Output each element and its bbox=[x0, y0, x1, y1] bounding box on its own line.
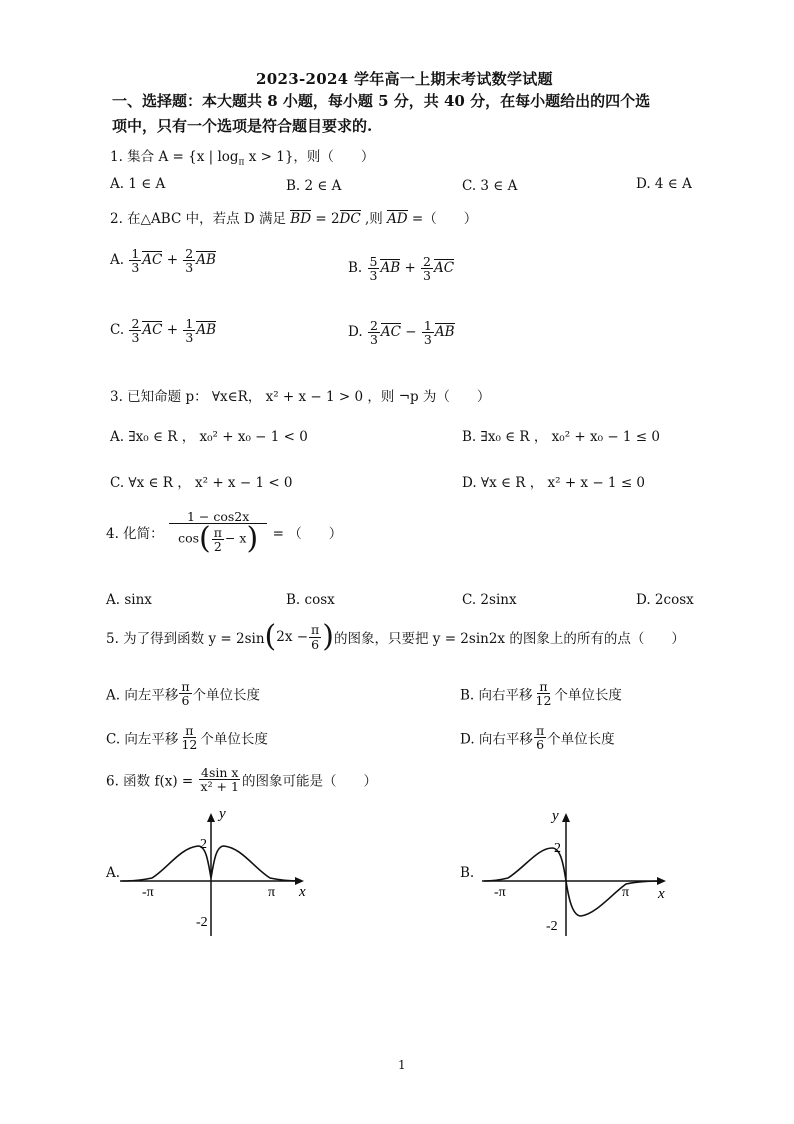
q6-denominator: x² + 1 bbox=[200, 779, 239, 795]
question-3-stem: 3. 已知命题 p： ∀x∈R， x² + x − 1 > 0 ，则 ¬p 为（ ） bbox=[110, 389, 491, 405]
q6-frac bbox=[199, 766, 241, 793]
q2-option-b bbox=[348, 255, 454, 282]
q2-option-d bbox=[348, 319, 455, 346]
graph-b-curve bbox=[484, 848, 662, 916]
question-6-stem bbox=[106, 766, 377, 793]
q2b-label: B. bbox=[348, 260, 363, 277]
q5-stem-pre: 5. 为了得到函数 y = 2sin bbox=[106, 631, 265, 647]
q2b-vec1: AB bbox=[380, 260, 401, 277]
graph-b-xmax-label: π bbox=[622, 885, 630, 900]
graph-a-y-label: y bbox=[219, 806, 226, 822]
q4-den-cos: cos bbox=[178, 530, 200, 546]
q2-tail: =（ ） bbox=[407, 211, 478, 227]
graph-b bbox=[480, 806, 680, 941]
vector-dc: DC bbox=[339, 211, 361, 227]
graph-a-xmax-label: π bbox=[268, 885, 276, 900]
q2c-frac1: $\frac{2}{3}$ bbox=[131, 316, 140, 346]
q2d-frac2: $\frac{1}{3}$ bbox=[423, 318, 432, 348]
q6-stem-post: 的图象可能是（ ） bbox=[241, 773, 377, 790]
question-5-stem: 5. 为了得到函数 y = 2sin(2x − $\frac{\pi}{6}$ )的图象，只要把 y = 2sin2x 的图象上的所有的点（ ） bbox=[106, 619, 685, 654]
q4-denominator: cos( $\frac{\pi}{2}$ − x) bbox=[178, 521, 259, 557]
q4-tail: = （ ） bbox=[272, 526, 343, 543]
question-2-stem bbox=[110, 207, 477, 227]
q2a-frac1: $\frac{1}{3}$ bbox=[131, 246, 140, 276]
q2d-vec2: AB bbox=[434, 324, 455, 341]
q6-numerator: 4sin x bbox=[201, 765, 239, 780]
q1-option-d: D. 4 ∈ A bbox=[636, 176, 692, 192]
section-header-line1: 一、选择题：本大题共 8 小题，每小题 5 分，共 40 分，在每小题给出的四个选 bbox=[112, 92, 651, 110]
q2-then: ,则 bbox=[360, 211, 388, 227]
q2d-frac1: $\frac{2}{3}$ bbox=[369, 318, 378, 348]
q4-option-d: D. 2cosx bbox=[636, 592, 694, 608]
q2d-op: − bbox=[405, 324, 417, 341]
q2-option-a bbox=[110, 247, 216, 274]
graph-b-y-label: y bbox=[552, 808, 559, 824]
q2c-vec1: AC bbox=[142, 322, 163, 339]
q3-option-c: C. ∀x ∈ R ， x² + x − 1 < 0 bbox=[110, 475, 293, 491]
graph-a-label: A. bbox=[106, 865, 121, 881]
q5-stem-post: 的图象，只要把 y = 2sin2x 的图象上的所有的点（ ） bbox=[333, 631, 685, 647]
vector-ad: AD bbox=[387, 211, 408, 227]
q2d-label: D. bbox=[348, 324, 363, 341]
q1-option-c: C. 3 ∈ A bbox=[462, 178, 518, 194]
graph-a-x-label: x bbox=[299, 884, 306, 900]
q4-fraction bbox=[169, 509, 267, 557]
question-4-stem bbox=[106, 509, 343, 557]
q1-option-a: A. 1 ∈ A bbox=[110, 176, 166, 192]
q2c-label: C. bbox=[110, 322, 125, 339]
q5-inner: 2x − bbox=[276, 629, 309, 645]
graph-b-xmin-label: -π bbox=[494, 885, 506, 900]
question-1-stem bbox=[110, 145, 374, 168]
q2c-frac2: $\frac{1}{3}$ bbox=[185, 316, 194, 346]
q2-stem-pre: 2. 在△ABC 中，若点 D 满足 bbox=[110, 211, 291, 227]
q2a-op: + bbox=[166, 252, 178, 269]
graph-a-ymax-label: 2 bbox=[200, 837, 207, 852]
graph-a-ymin-label: -2 bbox=[196, 915, 208, 930]
q2a-frac2: $\frac{2}{3}$ bbox=[185, 246, 194, 276]
q4-numerator: 1 − cos2x bbox=[169, 510, 267, 524]
q2b-frac1: $\frac{5}{3}$ bbox=[369, 254, 378, 284]
q3-option-b: B. ∃x₀ ∈ R ， x₀² + x₀ − 1 ≤ 0 bbox=[462, 429, 660, 445]
graph-a-xmin-label: -π bbox=[142, 885, 154, 900]
q2a-vec2: AB bbox=[196, 252, 216, 269]
graph-b-ymin-label: -2 bbox=[546, 919, 558, 934]
q2d-vec1: AC bbox=[380, 324, 401, 341]
page-number: 1 bbox=[398, 1058, 406, 1072]
q3-option-a: A. ∃x₀ ∈ R ， x₀² + x₀ − 1 < 0 bbox=[110, 429, 308, 445]
q1-stem-pre: 1. 集合 A = {x | log bbox=[110, 149, 239, 165]
page-title: 2023-2024 学年高一上期末考试数学试题 bbox=[256, 70, 553, 88]
q5-frac: $\frac{\pi}{6}$ bbox=[311, 622, 320, 652]
q5-option-b: B. 向右平移 $\frac{\pi}{12}$ 个单位长度 bbox=[460, 679, 622, 709]
q2-option-c bbox=[110, 317, 216, 344]
q6-stem-pre: 6. 函数 f(x) = bbox=[106, 773, 194, 790]
q2c-vec2: AB bbox=[196, 322, 217, 339]
graph-b-x-label: x bbox=[658, 886, 665, 902]
graph-a-y-arrow bbox=[207, 813, 215, 822]
q4-option-b: B. cosx bbox=[286, 592, 335, 608]
q2a-vec1: AC bbox=[142, 252, 163, 269]
q2b-vec2: AC bbox=[434, 260, 455, 277]
graph-b-label: B. bbox=[460, 865, 475, 881]
q1-stem-post: x > 1}，则（ ） bbox=[244, 149, 375, 165]
q1-log-base: π bbox=[238, 157, 245, 168]
q5-option-d: D. 向右平移 $\frac{\pi}{6}$ 个单位长度 bbox=[460, 723, 615, 753]
q3-option-d: D. ∀x ∈ R ， x² + x − 1 ≤ 0 bbox=[462, 475, 646, 491]
q2c-op: + bbox=[166, 322, 179, 339]
section-header-line2: 项中，只有一个选项是符合题目要求的. bbox=[112, 117, 373, 135]
graph-b-y-arrow bbox=[562, 813, 570, 822]
q2b-frac2: $\frac{2}{3}$ bbox=[423, 254, 431, 284]
q4-label: 4. 化简： bbox=[106, 526, 164, 543]
q4-den-tail: − x bbox=[224, 530, 247, 546]
q1-option-b: B. 2 ∈ A bbox=[286, 178, 342, 194]
q4-option-a: A. sinx bbox=[106, 592, 152, 608]
vector-bd: BD bbox=[290, 211, 312, 227]
graph-a bbox=[118, 806, 318, 941]
q5-option-c: C. 向左平移 $\frac{\pi}{12}$ 个单位长度 bbox=[106, 723, 268, 753]
q4-option-c: C. 2sinx bbox=[462, 592, 517, 608]
q2-eq: = 2 bbox=[311, 211, 340, 227]
q2b-op: + bbox=[404, 260, 416, 277]
q5-option-a: A. 向左平移 $\frac{\pi}{6}$ 个单位长度 bbox=[106, 679, 261, 709]
q2a-label: A. bbox=[110, 252, 125, 269]
graph-b-ymax-label: 2 bbox=[554, 841, 561, 856]
